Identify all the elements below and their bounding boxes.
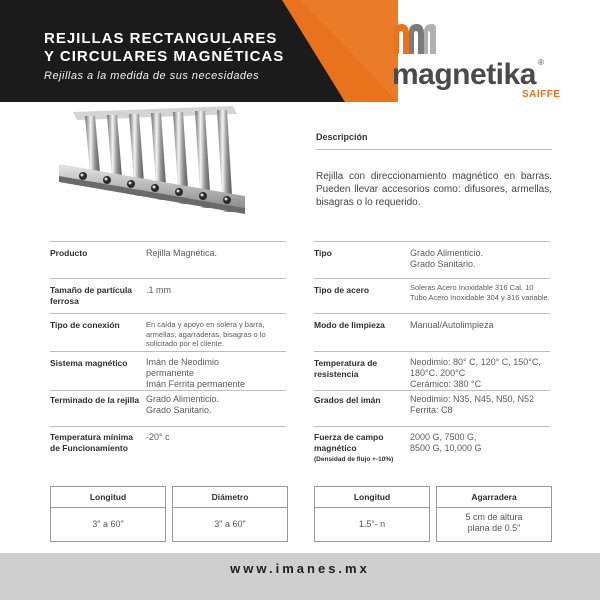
spec-note-fuerza: (Densidad de flujo +-10%) bbox=[314, 456, 394, 463]
dimension-box-value: 3" a 60" bbox=[214, 519, 246, 529]
description-label: Descripción bbox=[316, 132, 368, 142]
dimension-box-agarradera bbox=[436, 486, 552, 542]
spec-label-conexion: Tipo de conexión bbox=[50, 320, 120, 330]
magnetika-logo bbox=[392, 22, 582, 102]
dimension-box-header: Diámetro bbox=[173, 487, 287, 508]
spec-value-terminado-2: Grado Sanitario. bbox=[146, 405, 212, 415]
spec-value-sistema-2: permanente bbox=[146, 368, 195, 378]
dimension-box-diametro bbox=[172, 486, 288, 542]
dimension-box-value: 3" a 60" bbox=[92, 519, 124, 529]
divider bbox=[50, 351, 286, 352]
spec-label-particula: Tamaño de partícula ferrosa bbox=[50, 285, 133, 306]
spec-value-temp-min: -20° c bbox=[146, 432, 170, 442]
spec-value-temp-res-2: 180°C. 200°C bbox=[410, 368, 466, 378]
spec-value-temp-res-3: Cerámico: 380 °C bbox=[410, 379, 482, 389]
divider bbox=[314, 426, 550, 427]
spec-label-terminado: Terminado de la rejilla bbox=[50, 395, 140, 405]
spec-value-fuerza-1: 2000 G, 7500 G, bbox=[410, 432, 477, 442]
divider bbox=[314, 313, 550, 314]
dimension-box-header: Longitud bbox=[315, 487, 429, 508]
spec-label-acero: Tipo de acero bbox=[314, 285, 370, 295]
divider bbox=[314, 390, 550, 391]
description-text: Rejilla con direccionamiento magnético en barras. Pueden llevar accesorios como: difusores, armellas, bisagras o lo requerido. bbox=[316, 171, 552, 208]
divider bbox=[314, 241, 550, 242]
logo-subbrand: SAIFFE bbox=[522, 89, 561, 100]
divider bbox=[50, 313, 286, 314]
spec-value-acero: Soleras Acero Inoxidable 316 Cal. 10 Tubo Acero Inoxidable 304 y 316 variable. bbox=[410, 283, 550, 302]
spec-value-particula: .1 mm bbox=[146, 285, 172, 295]
spec-value-producto: Rejilla Magnética. bbox=[146, 248, 218, 258]
spec-value-grados-2: Ferrita: C8 bbox=[410, 405, 453, 415]
spec-value-tipo-2: Grado Sanitario. bbox=[410, 259, 476, 269]
divider bbox=[314, 278, 550, 279]
dimension-box-value: 1.5"- n bbox=[358, 519, 386, 529]
spec-value-fuerza-2: 8500 G, 10,000 G bbox=[410, 443, 482, 453]
website-link[interactable]: www.imanes.mx bbox=[230, 561, 370, 576]
divider bbox=[50, 241, 286, 242]
spec-value-sistema-3: Imán Ferrita permanente bbox=[146, 379, 246, 389]
logo-wordmark: magnetika bbox=[392, 58, 536, 91]
dimension-box-header: Agarradera bbox=[437, 487, 551, 508]
spec-label-producto: Producto bbox=[50, 248, 88, 258]
dimension-box-longitud-2 bbox=[314, 486, 430, 542]
divider bbox=[50, 390, 286, 391]
divider bbox=[314, 351, 550, 352]
spec-value-temp-res-1: Neodimio: 80° C, 120° C, 150°C, bbox=[410, 357, 541, 367]
divider bbox=[316, 149, 552, 150]
title-line-2: Y CIRCULARES MAGNÉTICAS bbox=[44, 48, 285, 65]
subtitle: Rejillas a la medida de sus necesidades bbox=[44, 70, 260, 82]
logo-registered-mark: ® bbox=[538, 58, 544, 67]
spec-label-limpieza: Modo de limpieza bbox=[314, 320, 385, 330]
dimension-box-value bbox=[437, 508, 551, 534]
title-line-1: REJILLAS RECTANGULARES bbox=[44, 30, 278, 47]
divider bbox=[50, 426, 286, 427]
spec-value-tipo-1: Grado Alimenticio. bbox=[410, 248, 484, 258]
spec-label-fuerza: Fuerza de campo magnético bbox=[314, 432, 384, 453]
spec-label-temp-min: Temperatura mínima de Funcionamiento bbox=[50, 432, 133, 453]
dimension-box-header: Longitud bbox=[51, 487, 165, 508]
dimension-box-longitud bbox=[50, 486, 166, 542]
dimension-box-value-line: 5 cm de altura bbox=[465, 512, 523, 522]
spec-label-sistema: Sistema magnético bbox=[50, 358, 128, 368]
magnet-logo-icon bbox=[392, 22, 438, 56]
spec-value-terminado-1: Grado Alimenticio. bbox=[146, 394, 220, 404]
divider bbox=[50, 278, 286, 279]
spec-value-grados-1: Neodimio: N35, N45, N50, N52 bbox=[410, 394, 535, 404]
magnetic-grid-product-image bbox=[55, 104, 250, 229]
spec-label-temp-res: Temperatura de resistencia bbox=[314, 358, 378, 379]
spec-value-conexion: En caída y apoyo en solera y barra, armellas, agarraderas, bisagras o lo solicitado por el cliente. bbox=[146, 320, 266, 348]
spec-label-grados: Grados del imán bbox=[314, 395, 381, 405]
spec-label-tipo: Tipo bbox=[314, 248, 332, 258]
spec-value-sistema-1: Imán de Neodimio bbox=[146, 357, 220, 367]
spec-value-limpieza: Manual/Autolimpieza bbox=[410, 320, 494, 330]
dimension-box-value-line: plana de 0.5" bbox=[467, 523, 521, 533]
